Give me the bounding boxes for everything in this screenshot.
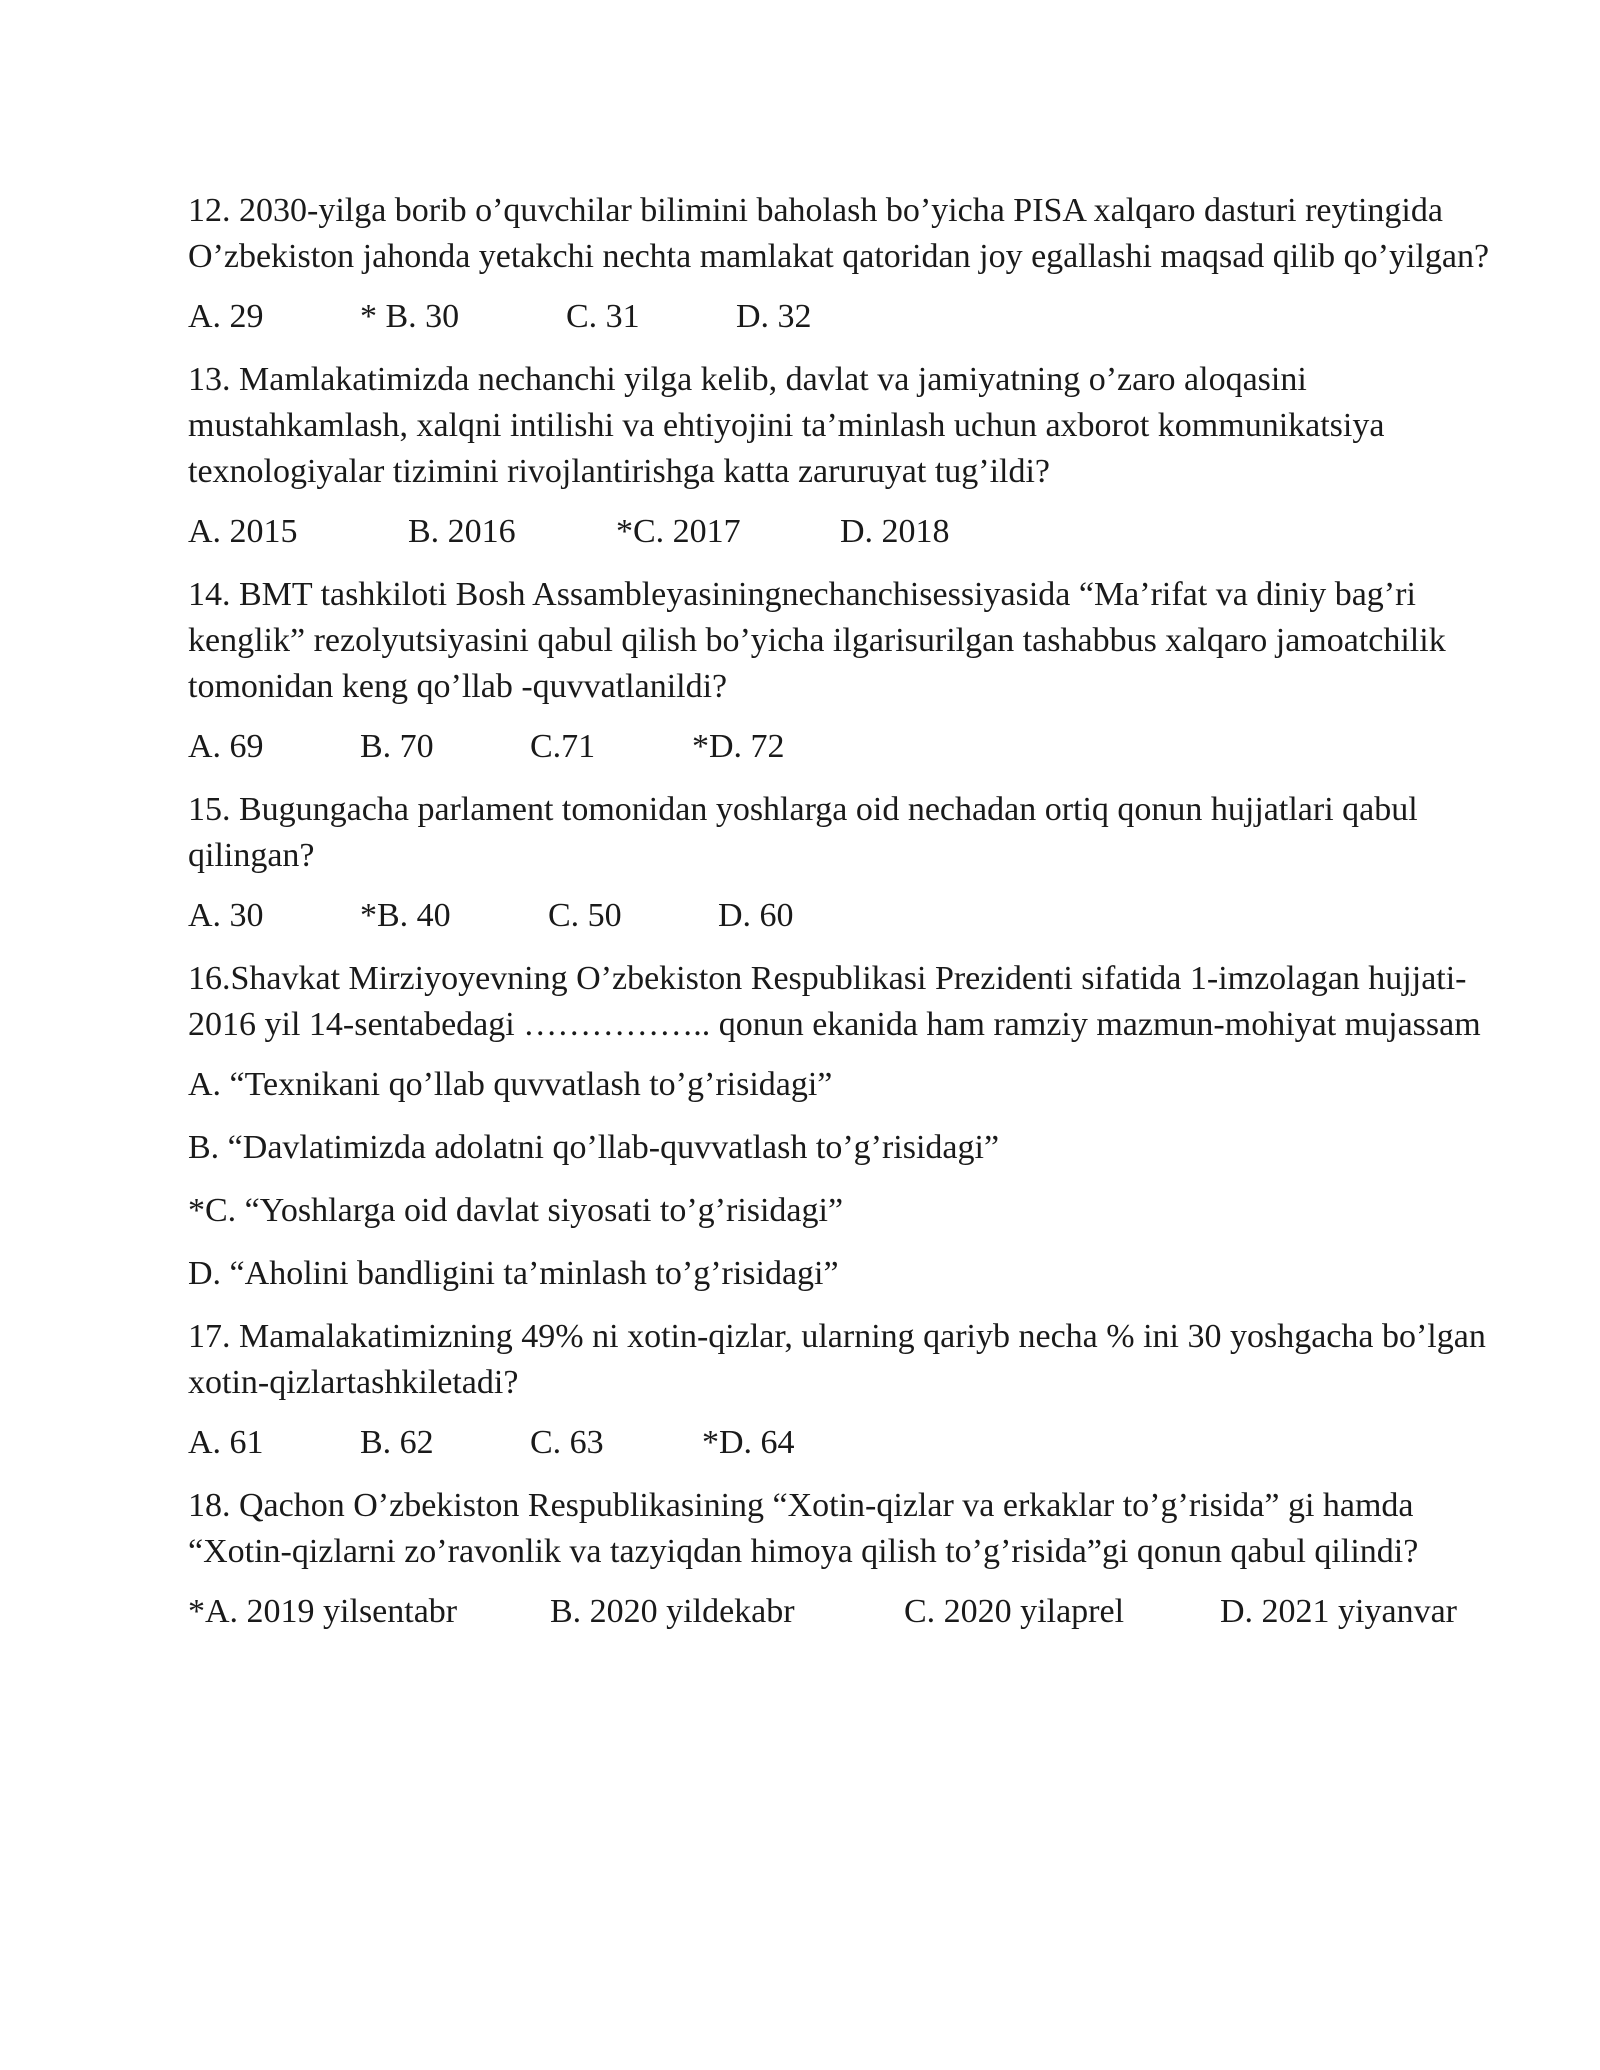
option-d: D. “Aholini bandligini ta’minlash to’g’risidagi” <box>188 1255 839 1292</box>
option-b: B. 70 <box>360 728 434 765</box>
option-a: A. 61 <box>188 1424 264 1461</box>
option-d: D. 2021 yiyanvar <box>1220 1593 1458 1630</box>
option-a: A. 29 <box>188 298 264 335</box>
answer-options <box>188 1589 1510 1635</box>
option-d: D. 2018 <box>840 513 950 550</box>
option-c: C.71 <box>530 728 596 765</box>
question-text: 13. Mamlakatimizda nechanchi yilga kelib, davlat va jamiyatning o’zaro aloqasini mustahkamlash, xalqni intilishi va ehtiyojini ta’minlash uchun axborot kommunikatsiya texnologiyalar tizimini rivojlantirishga katta zaruruyat tug’ildi? <box>188 361 1385 490</box>
option-b: B. “Davlatimizda adolatni qo’llab-quvvatlash to’g’risidagi” <box>188 1129 1000 1166</box>
question-text: 15. Bugungacha parlament tomonidan yoshlarga oid nechadan ortiq qonun hujjatlari qabul qilingan? <box>188 791 1418 874</box>
question-text: 12. 2030-yilga borib o’quvchilar bilimini baholash bo’yicha PISA xalqaro dasturi reytingida O’zbekiston jahonda yetakchi nechta mamlakat qatoridan joy egallashi maqsad qilib qo’yilgan? <box>188 192 1490 275</box>
answer-options <box>188 724 1510 770</box>
question-text: 18. Qachon O’zbekiston Respublikasining “Xotin-qizlar va erkaklar to’g’risida” gi hamda “Xotin-qizlarni zo’ravonlik va tazyiqdan himoya qilish to’g’risida”gi qonun qabul qilindi? <box>188 1487 1419 1570</box>
option-c: C. 63 <box>530 1424 604 1461</box>
question-14 <box>188 572 1510 770</box>
question-15 <box>188 787 1510 939</box>
answer-options <box>188 294 1510 340</box>
option-a: A. 30 <box>188 897 264 934</box>
question-12 <box>188 188 1510 340</box>
option-c: C. 50 <box>548 897 622 934</box>
answer-options <box>188 893 1510 939</box>
option-b: * B. 30 <box>360 298 460 335</box>
option-c: *C. 2017 <box>616 513 741 550</box>
question-18 <box>188 1483 1510 1635</box>
option-c: C. 31 <box>566 298 640 335</box>
question-text: 16.Shavkat Mirziyoyevning O’zbekiston Respublikasi Prezidenti sifatida 1-imzolagan hujjati-2016 yil 14-sentabedagi …………….. qonun ekanida ham ramziy mazmun-mohiyat mujassam <box>188 960 1481 1043</box>
option-a: A. 69 <box>188 728 264 765</box>
option-d: *D. 64 <box>702 1424 795 1461</box>
question-text: 17. Mamalakatimizning 49% ni xotin-qizlar, ularning qariyb necha % ini 30 yoshgacha bo’lgan xotin-qizlartashkiletadi? <box>188 1318 1486 1401</box>
option-d: *D. 72 <box>692 728 785 765</box>
option-a: *A. 2019 yilsentabr <box>188 1593 458 1630</box>
option-c: *C. “Yoshlarga oid davlat siyosati to’g’risidagi” <box>188 1192 844 1229</box>
answer-options <box>188 1420 1510 1466</box>
question-17 <box>188 1314 1510 1466</box>
question-16 <box>188 956 1510 1297</box>
question-13 <box>188 357 1510 555</box>
option-b: B. 62 <box>360 1424 434 1461</box>
option-a: A. “Texnikani qo’llab quvvatlash to’g’risidagi” <box>188 1066 833 1103</box>
option-b: B. 2016 <box>408 513 516 550</box>
option-d: D. 32 <box>736 298 812 335</box>
option-d: D. 60 <box>718 897 794 934</box>
answer-options <box>188 509 1510 555</box>
option-c: C. 2020 yilaprel <box>904 1593 1125 1630</box>
question-text: 14. BMT tashkiloti Bosh Assambleyasiningnechanchisessiyasida “Ma’rifat va diniy bag’ri kenglik” rezolyutsiyasini qabul qilish bo’yicha ilgarisurilgan tashabbus xalqaro jamoatchilik tomonidan keng qo’llab -quvvatlanildi? <box>188 576 1446 705</box>
option-b: *B. 40 <box>360 897 451 934</box>
option-b: B. 2020 yildekabr <box>550 1593 795 1630</box>
option-a: A. 2015 <box>188 513 298 550</box>
